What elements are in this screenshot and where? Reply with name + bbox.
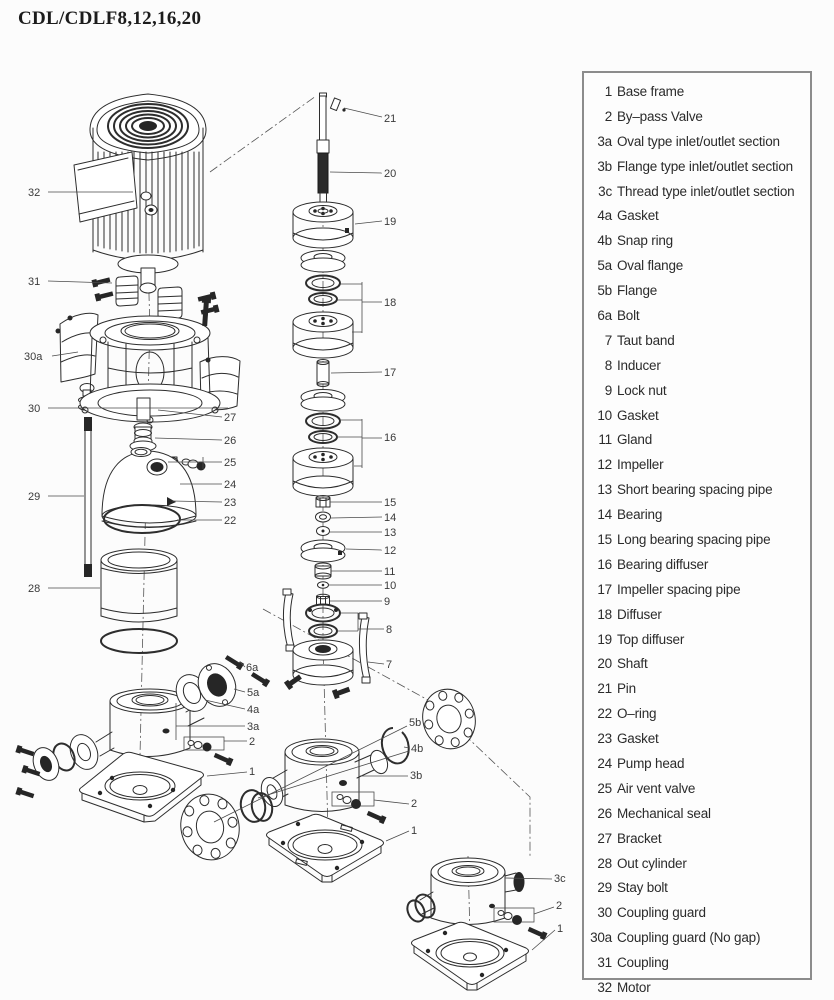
parts-list-row <box>584 303 810 328</box>
part-label: Coupling <box>617 955 669 971</box>
part-number: 22 <box>597 706 612 722</box>
part-label: Gasket <box>617 208 659 224</box>
parts-list-row <box>584 676 810 701</box>
callout-label: 30 <box>28 403 41 415</box>
part-number: 24 <box>597 755 612 771</box>
part-number: 30a <box>590 930 612 946</box>
parts-list-panel <box>582 71 812 995</box>
part-number: 29 <box>597 880 612 896</box>
part-number: 4a <box>597 208 612 224</box>
callout-label: 10 <box>384 580 397 592</box>
part-label: Oval flange <box>617 258 684 274</box>
callout-label: 4a <box>247 704 260 716</box>
part-number: 8 <box>604 357 612 373</box>
callout-label: 22 <box>224 515 237 527</box>
callout-label: 19 <box>384 216 397 228</box>
part-number: 27 <box>597 830 612 846</box>
callout-label: 4b <box>411 743 424 755</box>
part-number: 20 <box>597 656 612 672</box>
parts-list-row <box>584 129 810 154</box>
page-title: CDL/CDLF8,12,16,20 <box>18 8 202 29</box>
part-label: Mechanical seal <box>617 805 711 821</box>
callout-label: 27 <box>224 412 237 424</box>
part-number: 21 <box>597 681 612 697</box>
callout-label: 24 <box>224 479 237 491</box>
part-number: 1 <box>604 83 612 99</box>
part-number: 25 <box>597 780 612 796</box>
part-number: 16 <box>597 556 612 572</box>
part-label: Lock nut <box>617 382 667 398</box>
callout-label: 6a <box>246 662 259 674</box>
parts-list-row <box>584 627 810 652</box>
parts-list-row <box>584 925 810 950</box>
part-label: Bearing diffuser <box>617 556 709 572</box>
part-label: Short bearing spacing pipe <box>617 482 773 498</box>
part-number: 5a <box>597 258 612 274</box>
callout-label: 3a <box>247 721 260 733</box>
parts-list-row <box>584 154 810 179</box>
callout-label: 16 <box>384 432 397 444</box>
part-number: 18 <box>597 606 612 622</box>
parts-list-row <box>584 403 810 428</box>
parts-list-row <box>584 876 810 901</box>
part-number: 28 <box>597 855 612 871</box>
round-flange-drawing <box>175 789 245 866</box>
parts-list-row <box>584 726 810 751</box>
parts-list-row <box>584 602 810 627</box>
callout-label: 1 <box>411 825 418 837</box>
parts-list-row <box>584 253 810 278</box>
part-number: 23 <box>597 731 612 747</box>
part-label: Snap ring <box>617 233 673 249</box>
part-label: By–pass Valve <box>617 108 703 124</box>
part-number: 14 <box>597 507 612 523</box>
part-number: 7 <box>604 332 612 348</box>
callout-label: 11 <box>384 566 396 578</box>
parts-list-row <box>584 751 810 776</box>
parts-list-row <box>584 228 810 253</box>
callout-label: 2 <box>556 900 563 912</box>
motor-drawing <box>74 94 206 293</box>
part-number: 3c <box>598 183 612 199</box>
callout-label: 21 <box>384 113 397 125</box>
part-label: Gasket <box>617 407 659 423</box>
parts-list-row <box>584 79 810 104</box>
parts-list-row <box>584 527 810 552</box>
callout-label: 9 <box>384 596 391 608</box>
callout-label: 18 <box>384 297 397 309</box>
part-label: Inducer <box>617 357 661 373</box>
part-label: Gland <box>617 432 653 448</box>
parts-list-row <box>584 975 810 1000</box>
part-number: 17 <box>597 581 612 597</box>
parts-list-row <box>584 477 810 502</box>
callout-label: 17 <box>384 367 397 379</box>
parts-list-row <box>584 378 810 403</box>
center-column-drawing <box>283 93 370 699</box>
callout-label: 2 <box>411 798 418 810</box>
part-number: 9 <box>604 382 612 398</box>
pump-head-stack-drawing <box>84 417 206 653</box>
part-label: Stay bolt <box>617 880 668 896</box>
callout-label: 1 <box>249 766 256 778</box>
oval-section-drawing <box>15 654 270 866</box>
callout-label: 29 <box>28 491 41 503</box>
part-number: 26 <box>597 805 612 821</box>
part-label: Pin <box>617 681 636 697</box>
part-label: Motor <box>617 980 651 995</box>
part-label: Impeller <box>617 457 664 473</box>
callout-label: 1 <box>557 923 564 935</box>
part-number: 3a <box>597 133 612 149</box>
parts-list-row <box>584 900 810 925</box>
part-label: Taut band <box>617 332 675 348</box>
callout-label: 30a <box>24 351 43 363</box>
parts-list-row <box>584 502 810 527</box>
callout-label: 32 <box>28 187 41 199</box>
part-number: 13 <box>597 482 612 498</box>
part-number: 32 <box>597 980 612 995</box>
part-label: Long bearing spacing pipe <box>617 531 771 547</box>
parts-list-row <box>584 203 810 228</box>
parts-list-row <box>584 353 810 378</box>
part-label: Bracket <box>617 830 662 846</box>
part-label: Bearing <box>617 507 663 523</box>
callout-label: 2 <box>249 736 256 748</box>
part-label: Base frame <box>617 83 685 99</box>
part-label: Coupling guard (No gap) <box>617 930 761 946</box>
callout-label: 25 <box>224 457 237 469</box>
part-label: Out cylinder <box>617 855 687 871</box>
callout-label: 20 <box>384 168 397 180</box>
callout-label: 7 <box>386 659 393 671</box>
bracket-drawing <box>80 298 220 423</box>
part-number: 11 <box>598 432 612 448</box>
stay-bolt-29 <box>85 420 91 576</box>
parts-list-row <box>584 328 810 353</box>
thread-section-drawing <box>404 858 547 990</box>
parts-list-row <box>584 427 810 452</box>
callout-label: 8 <box>386 624 393 636</box>
part-number: 3b <box>597 158 612 174</box>
parts-list-row <box>584 104 810 129</box>
part-label: Flange <box>617 283 658 299</box>
callout-label: 26 <box>224 435 237 447</box>
part-number: 5b <box>597 283 612 299</box>
part-number: 12 <box>597 457 612 473</box>
part-label: Diffuser <box>617 606 662 622</box>
callout-label: 5b <box>409 717 422 729</box>
parts-list-row <box>584 278 810 303</box>
callout-label: 12 <box>384 545 397 557</box>
part-number: 10 <box>597 407 612 423</box>
part-label: Top diffuser <box>617 631 685 647</box>
part-label: Shaft <box>617 656 648 672</box>
parts-list-row <box>584 826 810 851</box>
part-label: Thread type inlet/outlet section <box>617 183 795 199</box>
parts-list-row <box>584 950 810 975</box>
base-frame-oval <box>80 752 204 816</box>
part-number: 6a <box>597 307 612 323</box>
parts-list-row <box>584 651 810 676</box>
part-label: Air vent valve <box>617 780 696 796</box>
parts-list-row <box>584 776 810 801</box>
part-label: Impeller spacing pipe <box>617 581 741 597</box>
part-label: Bolt <box>617 307 640 323</box>
part-number: 19 <box>597 631 612 647</box>
callout-label: 13 <box>384 527 397 539</box>
part-number: 30 <box>597 905 612 921</box>
callout-label: 14 <box>384 512 397 524</box>
parts-list-row <box>584 452 810 477</box>
parts-list-row <box>584 851 810 876</box>
callout-label: 23 <box>224 497 237 509</box>
parts-list-row <box>584 577 810 602</box>
parts-list-row <box>584 801 810 826</box>
parts-list-row <box>584 701 810 726</box>
callout-label: 28 <box>28 583 41 595</box>
part-label: Coupling guard <box>617 905 706 921</box>
callout-label: 3b <box>410 770 423 782</box>
callout-label: 31 <box>28 276 41 288</box>
part-label: Oval type inlet/outlet section <box>617 133 780 149</box>
parts-list-row <box>584 179 810 204</box>
part-label: O–ring <box>617 706 657 722</box>
part-number: 31 <box>597 955 612 971</box>
part-label: Flange type inlet/outlet section <box>617 158 793 174</box>
part-number: 15 <box>597 531 612 547</box>
shaft-drawing <box>320 96 327 140</box>
callout-label: 3c <box>554 873 566 885</box>
flange-section-drawing <box>249 683 482 882</box>
part-number: 2 <box>604 108 612 124</box>
part-number: 4b <box>597 233 612 249</box>
parts-list-row <box>584 552 810 577</box>
part-label: Gasket <box>617 731 659 747</box>
callout-label: 15 <box>384 497 397 509</box>
callout-label: 5a <box>247 687 260 699</box>
part-label: Pump head <box>617 755 685 771</box>
